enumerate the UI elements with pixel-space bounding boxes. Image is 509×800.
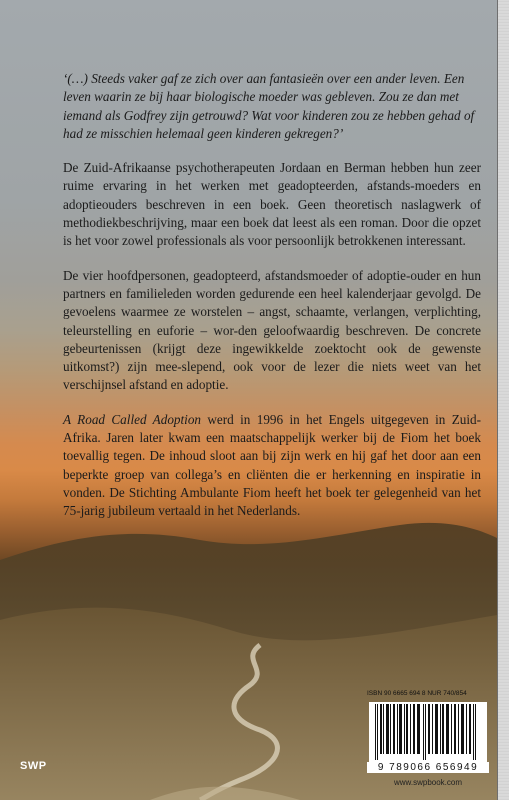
back-cover-text: [63, 70, 481, 537]
book-page-edges: [497, 0, 509, 800]
paragraph-3-text: werd in 1996 in het Engels uitgegeven in Zuid-Afrika. Jaren later kwam een maatschappelijk werker bij de Fiom het boek toevallig tegen. De inhoud sloot aan bij zijn werk en hij gaf het door aan een beperkte groep van collega’s en cliënten die er herkenning en inspiratie in vonden. De Stichting Ambulante Fiom heeft het boek ter gelegenheid van het 75-jarig jubileum vertaald in het Nederlands.: [63, 411, 481, 519]
quote-paragraph: ‘(…) Steeds vaker gaf ze zich over aan fantasieën over een ander leven. Een leven waarin ze bij haar biologische moeder was gebleven. Zou ze dan met iemand als Godfrey zijn getrouwd? Wat voor kinderen zou ze hebben gehad of had ze misschien helemaal geen kinderen gekregen?’: [63, 71, 475, 141]
isbn-line: ISBN 90 6665 694 8 NUR 740/854: [367, 690, 467, 697]
description-paragraph-3: [63, 411, 481, 521]
book-title-italic: A Road Called Adoption: [63, 411, 202, 427]
description-paragraph-2: De vier hoofdpersonen, geadopteerd, afstandsmoeder of adoptie-ouder en hun partners en familieleden worden gedurende een heel kalenderjaar gevolgd. De gevoelens waarmee ze worstelen – angst, schaamte, verlangen, verplichting, teleurstelling en euforie – wor-den geloofwaardig beschreven. De concrete gebeurtenissen (krijgt deze ingewikkelde zoektocht ook de gewenste uitkomst?) zijn mee-slepend, ook voor de lezer die niets weet van het verschijnsel afstand en adoptie.: [63, 267, 481, 393]
description-paragraph-1: De Zuid-Afrikaanse psychotherapeuten Jordaan en Berman hebben hun zeer ruime ervaring in het werken met geadopteerden, afstands-moeders en adoptieouders beschreven in een boek. Geen theoretisch naslagwerk of methodiekbeschrijving, maar een boek dat leest als een roman. Door die opzet is het voor zowel professionals als voor persoonlijk betrokkenen interessant.: [63, 160, 481, 249]
publisher-logo: SWP: [20, 760, 47, 772]
barcode-icon: [369, 702, 487, 770]
barcode-digits: 9 789066 656949: [367, 762, 489, 773]
barcode-area: [367, 690, 492, 792]
publisher-website: www.swpbook.com: [393, 778, 463, 787]
